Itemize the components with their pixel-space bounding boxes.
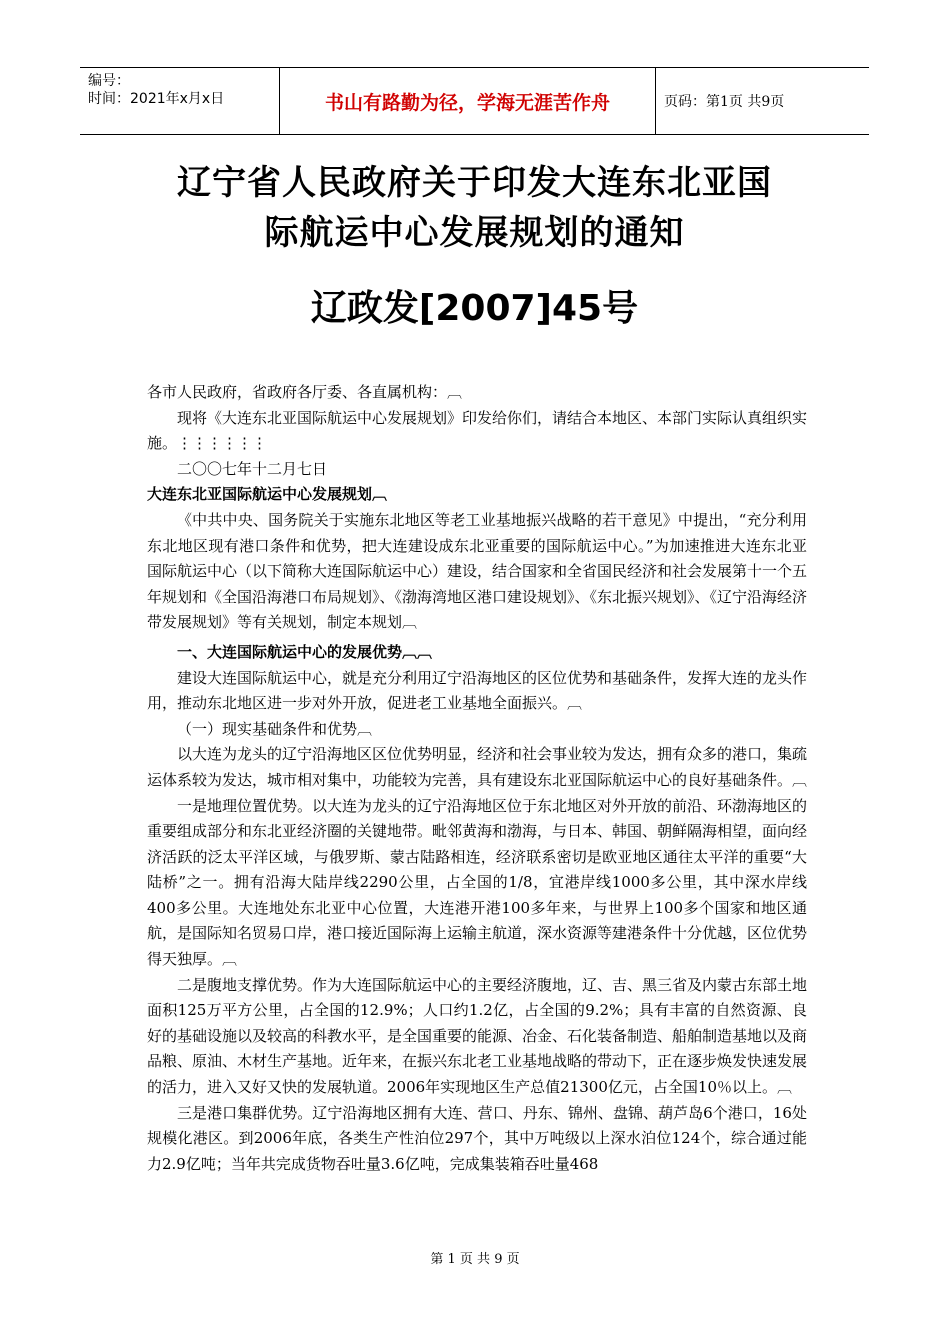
time-label: 时间：2021年x月x日 xyxy=(88,91,225,107)
paragraph: 一是地理位置优势。以大连为龙头的辽宁沿海地区位于东北地区对外开放的前沿、环渤海地区的重要组成部分和东北亚经济圈的关键地带。毗邻黄海和渤海，与日本、韩国、朝鲜隔海相望，面向经济活跃的泛太平洋区域，与俄罗斯、蒙古陆路相连，经济联系密切是欧亚地区通往太平洋的重要“大陆桥”之一。拥有沿海大陆岸线2290公里，占全国的1/8，宜港岸线1000多公里，其中深水岸线400多公里。大连地处东北亚中心位置，大连港开港100多年来，与世界上100多个国家和地区通航，是国际知名贸易口岸，港口接近国际海上运输主航道，深水资源等建港条件十分优越，区位优势得天独厚。︹ xyxy=(147,796,808,969)
paragraph: 现将《大连东北亚国际航运中心发展规划》印发给你们，请结合本地区、本部门实际认真组织实施。⋮⋮⋮⋮⋮⋮ xyxy=(147,408,808,453)
paragraph: 三是港口集群优势。辽宁沿海地区拥有大连、营口、丹东、锦州、盘锦、葫芦岛6个港口，16处规模化港区。到2006年底，各类生产性泊位297个，其中万吨级以上深水泊位124个，综合通过能力2.9亿吨；当年共完成货物吞吐量3.6亿吨，完成集装箱吞吐量468 xyxy=(147,1103,807,1173)
number-label: 编号： xyxy=(88,73,130,89)
document-number: 辽政发[2007]45号 xyxy=(310,288,639,329)
plan-title: 大连东北亚国际航运中心发展规划︹ xyxy=(147,485,388,504)
paragraph: 《中共中央、国务院关于实施东北地区等老工业基地振兴战略的若干意见》中提出，“充分利用东北地区现有港口条件和优势，把大连建设成东北亚重要的国际航运中心。”为加速推进大连东北亚国际航运中心（以下简称大连国际航运中心）建设，结合国家和全省国民经济和社会发展第十一个五年规划和《全国沿海港口布局规划》、《渤海湾地区港口建设规划》、《东北振兴规划》、《辽宁沿海经济带发展规划》等有关规划，制定本规划︹ xyxy=(147,510,808,632)
document-title xyxy=(80,158,869,258)
subsection-heading: （一）现实基础条件和优势︹ xyxy=(177,719,373,738)
header-motto: 书山有路勤为径，学海无涯苦作舟 xyxy=(280,68,656,134)
paragraph: 以大连为龙头的辽宁沿海地区区位优势明显，经济和社会事业较为发达，拥有众多的港口，集疏运体系较为发达，城市相对集中，功能较为完善，具有建设东北亚国际航运中心的良好基础条件。︹ xyxy=(147,745,808,789)
paragraph: 建设大连国际航运中心，就是充分利用辽宁沿海地区的区位优势和基础条件，发挥大连的龙头作用，推动东北地区进一步对外开放，促进老工业基地全面振兴。︹ xyxy=(147,668,808,713)
header-meta xyxy=(80,68,280,134)
title-line-2: 际航运中心发展规划的通知 xyxy=(264,213,685,253)
paragraph: 二是腹地支撑优势。作为大连国际航运中心的主要经济腹地，辽、吉、黑三省及内蒙古东部土地面积125万平方公里，占全国的12.9%；人口约1.2亿，占全国的9.2%；具有丰富的自然资源、良好的基础设施以及较高的科教水平，是全国重要的能源、冶金、石化装备制造、船舶制造基地以及商品粮、原油、木材生产基地。近年来，在振兴东北老工业基地战略的带动下，正在逐步焕发快速发展的活力，进入又好又快的发展轨道。2006年实现地区生产总值21300亿元，占全国10％以上。︹ xyxy=(147,975,808,1097)
issue-date: 二〇〇七年十二月七日 xyxy=(177,459,328,478)
section-heading: 一、大连国际航运中心的发展优势︹︹ xyxy=(177,642,433,661)
page-header xyxy=(80,67,869,135)
salutation: 各市人民政府，省政府各厅委、各直属机构：︹ xyxy=(147,383,463,401)
document-body xyxy=(147,380,807,1177)
page-footer: 第 1 页 共 9 页 xyxy=(430,1252,520,1267)
title-line-1: 辽宁省人民政府关于印发大连东北亚国 xyxy=(177,163,772,203)
header-page-info: 页码：第1页 共9页 xyxy=(664,94,785,110)
